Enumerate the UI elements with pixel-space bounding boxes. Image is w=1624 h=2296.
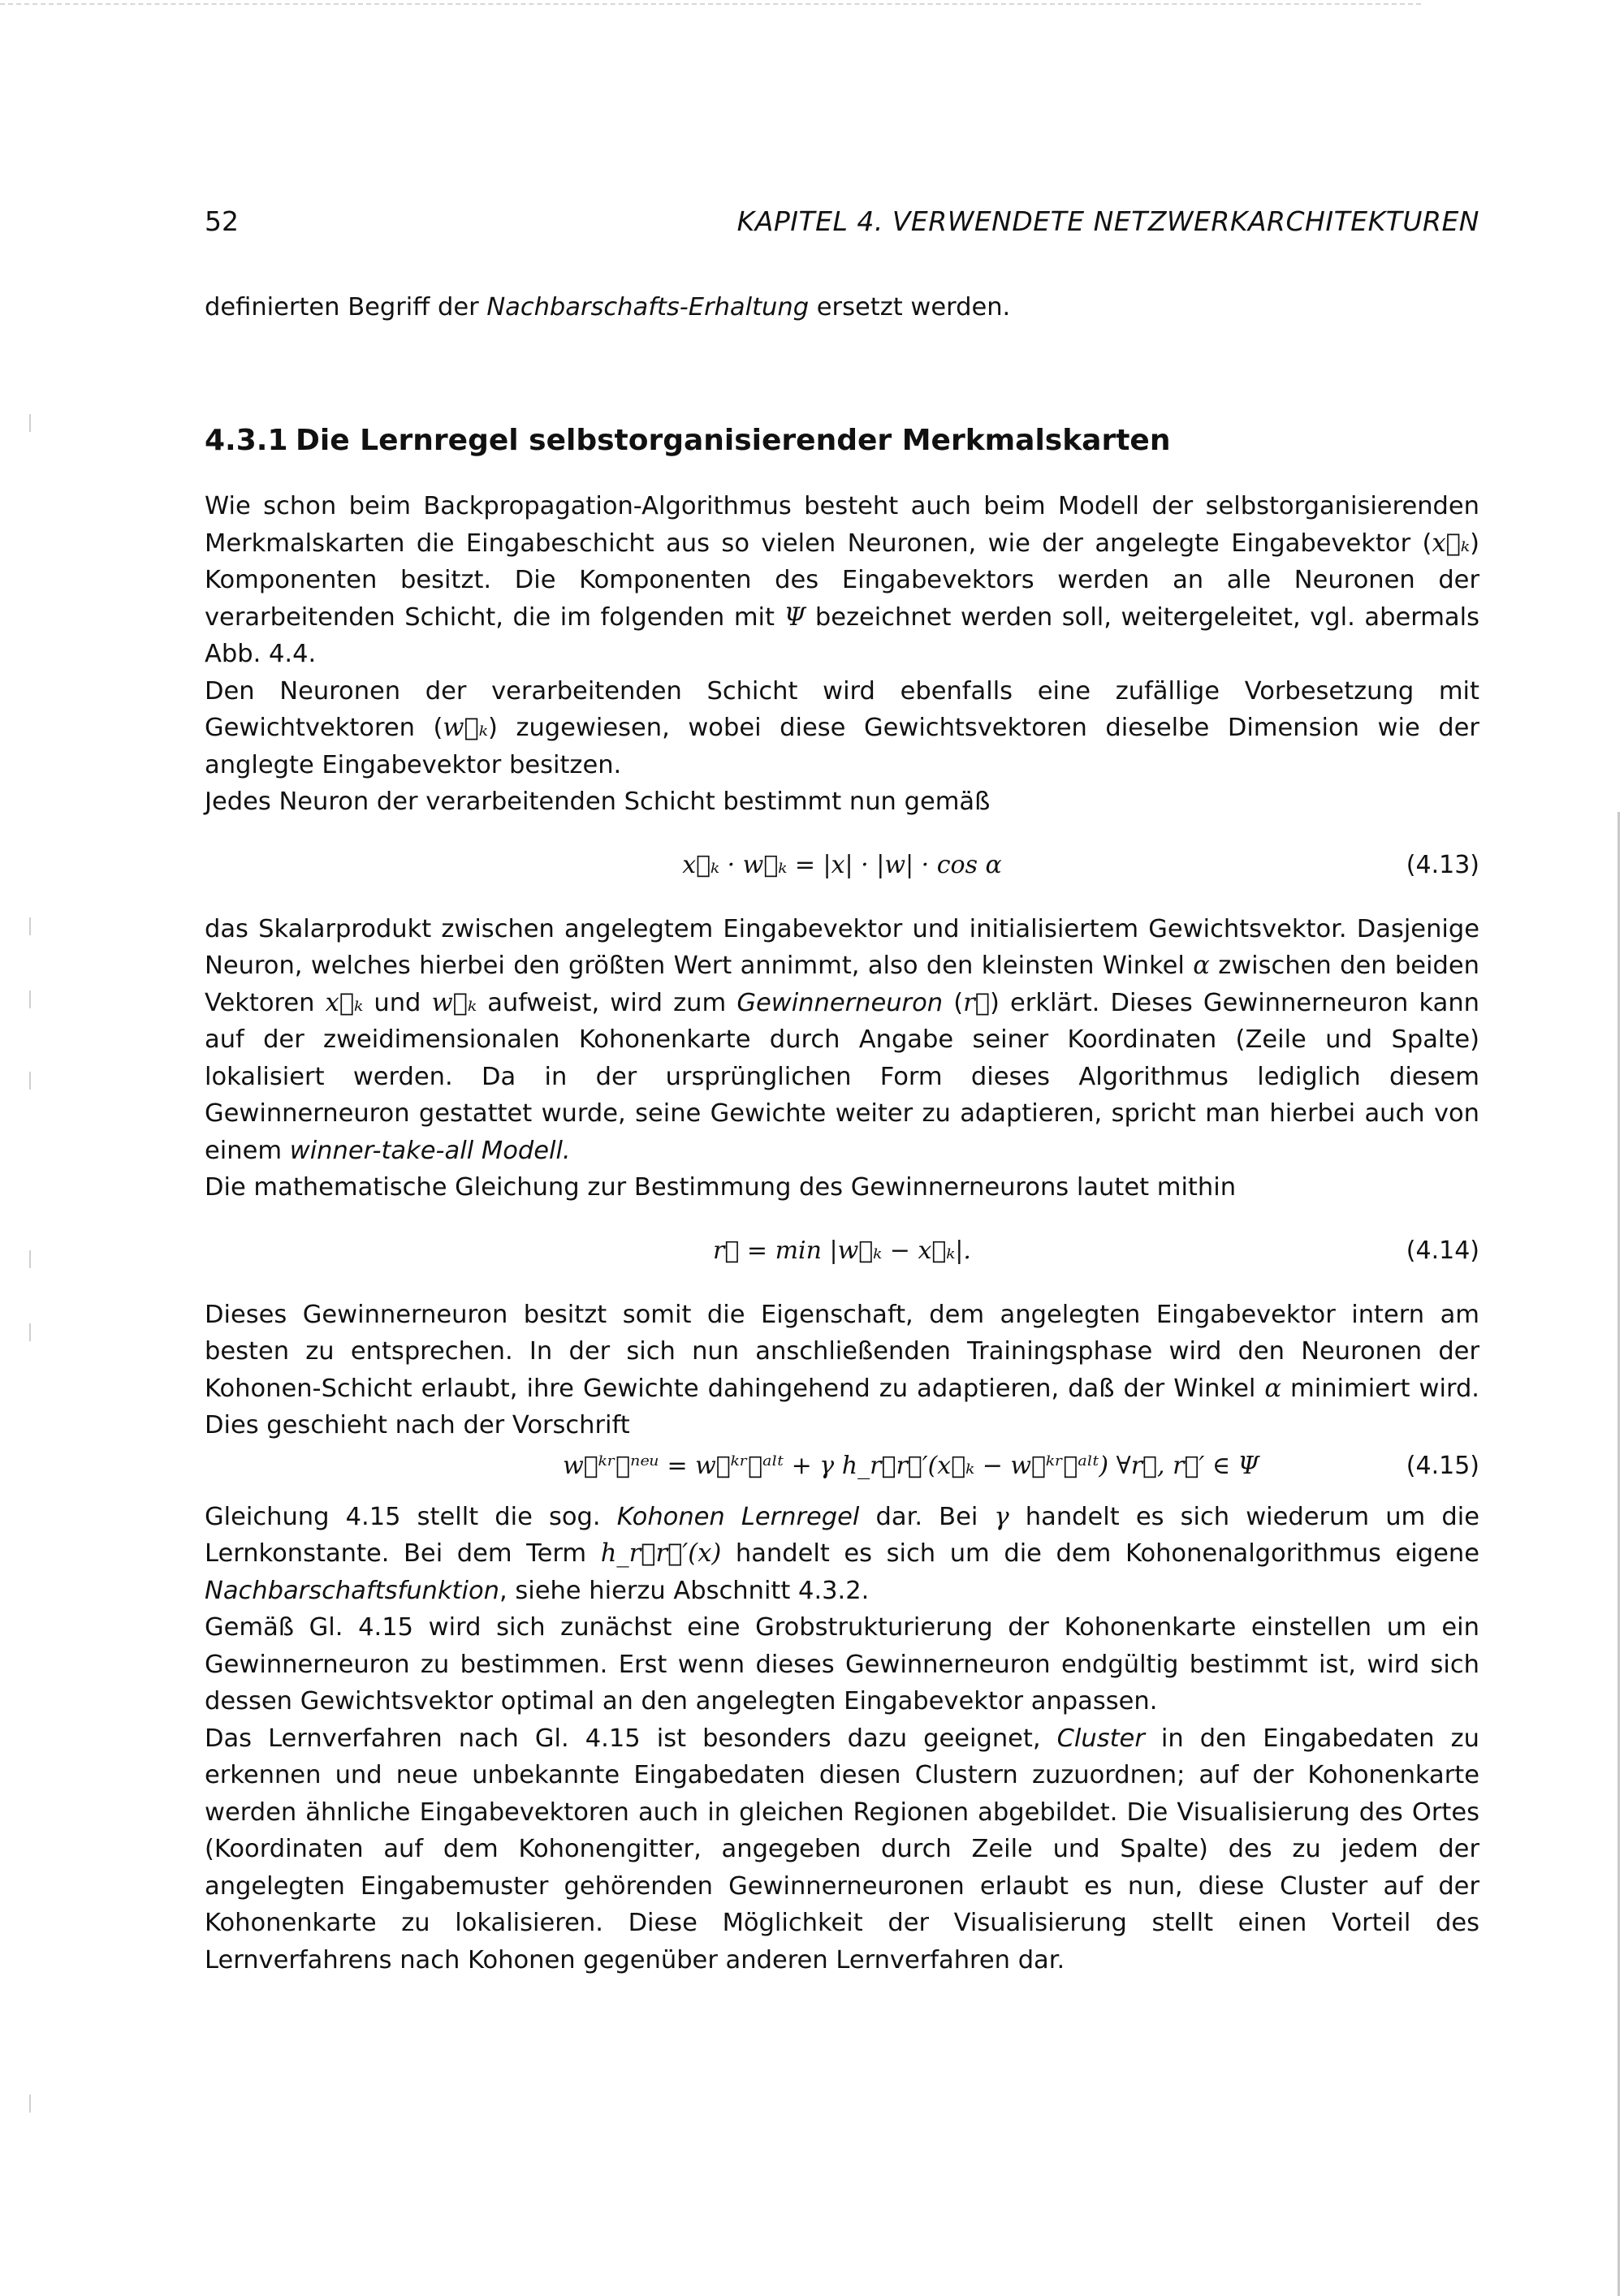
paragraph: Dieses Gewinnerneuron besitzt somit die Eigenschaft, dem angelegten Eingabevektor intern am besten zu entsprechen. In der sich nun anschließenden Trainingsphase wird den Neuronen der Kohonen-Schicht erlaubt, ihre Gewichte dahingehend zu adaptieren, daß der Winkel α minimiert wird. Dies geschieht nach der Vorschrift [205,1300,1479,1439]
section-number: 4.3.1 [205,424,288,457]
chapter-title: KAPITEL 4. VERWENDETE NETZWERKARCHITEKTUREN [736,205,1479,237]
equation-4-15 [205,1448,1479,1484]
scan-border-right [1618,812,1620,2296]
paragraph: Das Lernverfahren nach Gl. 4.15 ist besonders dazu geeignet, Cluster in den Eingabedaten zu erkennen und neue unbekannte Eingabedaten diesen Clustern zuzuordnen; auf der Kohonenkarte werden ähnliche Eingabevektoren auch in gleichen Regionen abgebildet. Die Visualisierung des Ortes (Koordinaten auf dem Kohonengitter, angegeben durch Zeile und Spalte) des zu jedem der angelegten Eingabemuster gehörenden Gewinnerneuronen erlaubt es nun, diese Cluster auf der Kohonenkarte zu lokalisieren. Diese Möglichkeit der Visualisierung stellt einen Vorteil des Lernverfahrens nach Kohonen gegenüber anderen Lernverfahren dar. [205,1724,1479,1974]
paragraph: das Skalarprodukt zwischen angelegtem Eingabevektor und initialisiertem Gewichtsvektor. Dasjenige Neuron, welches hierbei den größten Wert annimmt, also den kleinsten Winkel α zwischen den beiden Vektoren x⃗ₖ und w⃗ₖ aufweist, wird zum Gewinnerneuron (r⃗) erklärt. Dieses Gewinnerneuron kann auf der zweidimensionalen Kohonenkarte durch Angabe seiner Koordinaten (Zeile und Spalte) lokalisiert werden. Da in der ursprünglichen Form dieses Algorithmus lediglich diesem Gewinnerneuron gestattet wurde, seine Gewichte weiter zu adaptieren, spricht man hierbei auch von einem winner-take-all Modell. [205,914,1479,1165]
equation-number: (4.13) [1406,850,1479,879]
equation-number: (4.14) [1406,1236,1479,1265]
scan-mark [29,1323,31,1341]
running-header [205,203,1479,240]
intro-paragraph: definierten Begriff der Nachbarschafts-Erhaltung ersetzt werden. [205,292,1011,322]
equation-4-13 [205,847,1479,883]
section-title: Die Lernregel selbstorganisierender Merkmalskarten [296,424,1171,457]
paragraph: Wie schon beim Backpropagation-Algorithmus besteht auch beim Modell der selbstorganisierenden Merkmalskarten die Eingabeschicht aus so vielen Neuronen, wie der angelegte Eingabevektor (x⃗ₖ) Komponenten besitzt. Die Komponenten des Eingabevektors werden an alle Neuronen der verarbeitenden Schicht, die im folgenden mit Ψ bezeichnet werden soll, weitergeleitet, vgl. abermals Abb. 4.4. [205,492,1479,668]
scan-mark [29,414,31,432]
scan-border-top [0,3,1421,5]
section-heading [205,421,1479,460]
paragraph: Jedes Neuron der verarbeitenden Schicht bestimmt nun gemäß [205,788,991,816]
scan-mark [29,1072,31,1090]
paragraph: Die mathematische Gleichung zur Bestimmung des Gewinnerneurons lautet mithin [205,1173,1237,1202]
paragraph: Den Neuronen der verarbeitenden Schicht wird ebenfalls eine zufällige Vorbesetzung mit Gewichtvektoren (w⃗ₖ) zugewiesen, wobei diese Gewichtsvektoren dieselbe Dimension wie der anglegte Eingabevektor besitzen. [205,676,1479,779]
scan-mark [29,990,31,1008]
scan-mark [29,1250,31,1268]
scan-mark [29,917,31,935]
equation-number: (4.15) [1406,1451,1479,1480]
equation-expression: w⃗ᵏʳ⃗ⁿᵉᵘ = w⃗ᵏʳ⃗ᵃˡᵗ + γ h_r⃗r⃗′(x⃗ₖ − w⃗ᵏʳ⃗ᵃˡᵗ) ∀r⃗, r⃗′ ∈ Ψ [563,1451,1259,1480]
equation-4-14 [205,1232,1479,1269]
equation-expression: x⃗ₖ · w⃗ₖ = |x| · |w| · cos α [682,850,1002,879]
document-page [205,203,1479,1979]
paragraph: Gleichung 4.15 stellt die sog. Kohonen Lernregel dar. Bei γ handelt es sich wiederum um die Lernkonstante. Bei dem Term h_r⃗r⃗′(x) handelt es sich um die dem Kohonenalgorithmus eigene Nachbarschaftsfunktion, siehe hierzu Abschnitt 4.3.2. [205,1502,1479,1605]
page-number: 52 [205,205,239,237]
equation-expression: r⃗ = min |w⃗ₖ − x⃗ₖ|. [713,1236,971,1265]
paragraph: Gemäß Gl. 4.15 wird sich zunächst eine Grobstrukturierung der Kohonenkarte einstellen um ein Gewinnerneuron zu bestimmen. Erst wenn dieses Gewinnerneuron endgültig bestimmt ist, wird sich dessen Gewichtsvektor optimal an den angelegten Eingabevektor anpassen. [205,1613,1479,1716]
scan-mark [29,2095,31,2113]
